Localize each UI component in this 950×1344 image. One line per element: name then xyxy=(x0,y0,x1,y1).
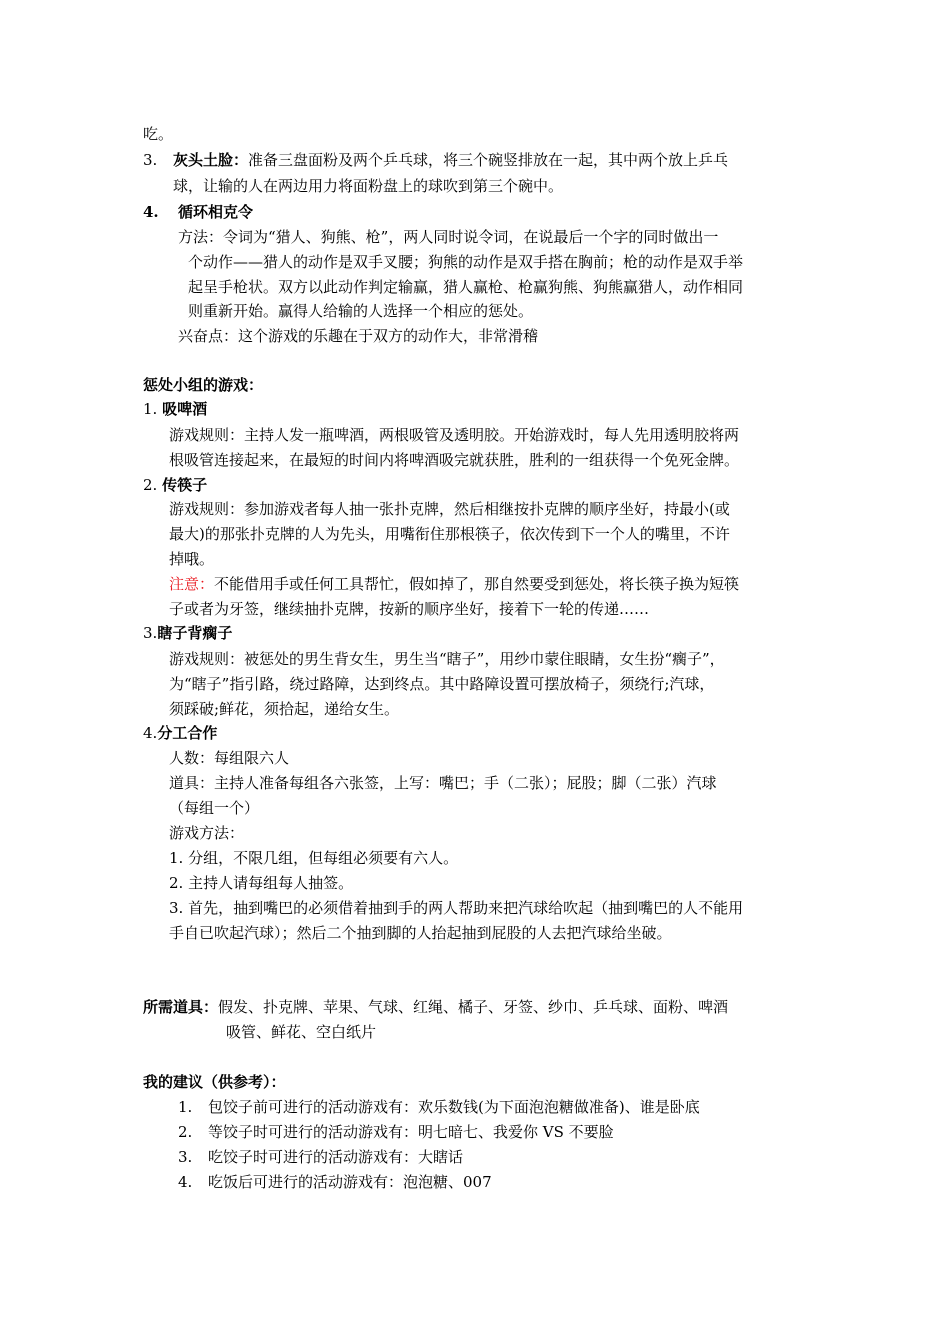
suggest-item xyxy=(178,1121,614,1143)
game3-line: 为“瞎子”指引路，绕过路障，达到终点。其中路障设置可摆放椅子，须绕行;汽球， xyxy=(169,675,715,693)
game3-heading xyxy=(143,622,232,644)
suggest-heading: 我的建议（供参考）： xyxy=(143,1073,286,1091)
game4-line: 道具：主持人准备每组各六张签，上写：嘴巴；手（二张）；屁股；脚（二张）汽球 xyxy=(169,774,717,792)
game4-line: 人数：每组限六人 xyxy=(169,749,290,767)
suggest-number: 4. xyxy=(178,1173,193,1191)
game3-line: 游戏规则：被惩处的男生背女生，男生当“瞎子”，用纱巾蒙住眼睛，女生扮“瘸子”， xyxy=(169,650,725,668)
suggest-number: 2. xyxy=(178,1123,193,1141)
item4-line: 则重新开始。赢得人给输的人选择一个相应的惩处。 xyxy=(188,302,534,320)
game2-note-line2: 子或者为牙签，继续抽扑克牌，按新的顺序坐好，接着下一轮的传递…… xyxy=(169,600,650,618)
game3-line: 须踩破;鲜花，须拾起，递给女生。 xyxy=(169,700,400,718)
item4-title: 循环相克令 xyxy=(178,203,254,221)
game1-heading xyxy=(143,398,207,420)
game3-title: 瞎子背瘸子 xyxy=(157,624,233,642)
game2-line: 最大)的那张扑克牌的人为先头，用嘴衔住那根筷子，依次传到下一个人的嘴里，不许 xyxy=(169,525,730,543)
game1-line: 根吸管连接起来，在最短的时间内将啤酒吸完就获胜，胜利的一组获得一个免死金牌。 xyxy=(169,451,740,469)
continued-text: 吃。 xyxy=(143,125,174,143)
suggest-number: 1. xyxy=(178,1098,193,1116)
game1-line: 游戏规则：主持人发一瓶啤酒，两根吸管及透明胶。开始游戏时，每人先用透明胶将两 xyxy=(169,426,740,444)
game2-line: 掉哦。 xyxy=(169,550,215,568)
item4-line: 起呈手枪状。双方以此动作判定输赢，猎人赢枪、枪赢狗熊、狗熊赢猎人，动作相同 xyxy=(188,278,744,296)
item4-number: 4. xyxy=(143,203,159,221)
props-list: 假发、扑克牌、苹果、气球、红绳、橘子、牙签、纱巾、乒乓球、面粉、啤酒 xyxy=(218,998,729,1016)
game4-number: 4. xyxy=(143,724,158,742)
punish-heading: 惩处小组的游戏： xyxy=(143,376,264,394)
note-label: 注意： xyxy=(169,575,215,593)
game4-line: 1. 分组，不限几组，但每组必须要有六人。 xyxy=(169,849,459,867)
game1-number: 1. xyxy=(143,400,158,418)
item4-line: 方法：令词为“猎人、狗熊、枪”，两人同时说令词，在说最后一个字的同时做出一 xyxy=(178,228,719,246)
props-line2: 吸管、鲜花、空白纸片 xyxy=(226,1023,377,1041)
suggest-item xyxy=(178,1146,463,1168)
game4-line: 3. 首先，抽到嘴巴的必须借着抽到手的两人帮助来把汽球给吹起（抽到嘴巴的人不能用 xyxy=(169,899,744,917)
game4-title: 分工合作 xyxy=(157,724,218,742)
suggest-item xyxy=(178,1171,492,1193)
item3-line1: 准备三盘面粉及两个乒乓球，将三个碗竖排放在一起，其中两个放上乒乓 xyxy=(248,151,729,169)
game1-title: 吸啤酒 xyxy=(162,400,208,418)
props-label: 所需道具： xyxy=(143,998,219,1016)
item3-line2: 球，让输的人在两边用力将面粉盘上的球吹到第三个碗中。 xyxy=(173,177,564,195)
item4-excitement: 兴奋点：这个游戏的乐趣在于双方的动作大，非常滑稽 xyxy=(178,327,539,345)
game4-heading xyxy=(143,722,217,744)
game2-line: 游戏规则：参加游戏者每人抽一张扑克牌，然后相继按扑克牌的顺序坐好，持最小(或 xyxy=(169,500,730,518)
suggest-text: 吃饺子时可进行的活动游戏有：大瞎话 xyxy=(208,1148,464,1166)
suggest-text: 包饺子前可进行的活动游戏有：欢乐数钱(为下面泡泡糖做准备)、谁是卧底 xyxy=(208,1098,700,1116)
game4-line: 2. 主持人请每组每人抽签。 xyxy=(169,874,354,892)
game3-number: 3. xyxy=(143,624,158,642)
suggest-item xyxy=(178,1096,700,1118)
note-line1: 不能借用手或任何工具帮忙，假如掉了，那自然要受到惩处，将长筷子换为短筷 xyxy=(214,575,740,593)
item3-title: 灰头土脸： xyxy=(173,151,249,169)
suggest-text: 等饺子时可进行的活动游戏有：明七暗七、我爱你 VS 不要脸 xyxy=(208,1123,614,1141)
game4-line: （每组一个） xyxy=(169,799,260,817)
item3-number: 3. xyxy=(143,151,158,169)
props-line1 xyxy=(143,996,728,1018)
suggest-number: 3. xyxy=(178,1148,193,1166)
game2-title: 传筷子 xyxy=(162,476,208,494)
game2-heading xyxy=(143,474,207,496)
item3-heading xyxy=(173,149,728,171)
game2-number: 2. xyxy=(143,476,158,494)
game4-line: 手自已吹起汽球）；然后二个抽到脚的人抬起抽到屁股的人去把汽球给坐破。 xyxy=(169,924,672,942)
game2-note xyxy=(169,573,739,595)
item4-line: 个动作——猎人的动作是双手叉腰；狗熊的动作是双手搭在胸前；枪的动作是双手举 xyxy=(188,253,744,271)
game4-line: 游戏方法： xyxy=(169,824,245,842)
suggest-text: 吃饭后可进行的活动游戏有：泡泡糖、007 xyxy=(208,1173,492,1191)
